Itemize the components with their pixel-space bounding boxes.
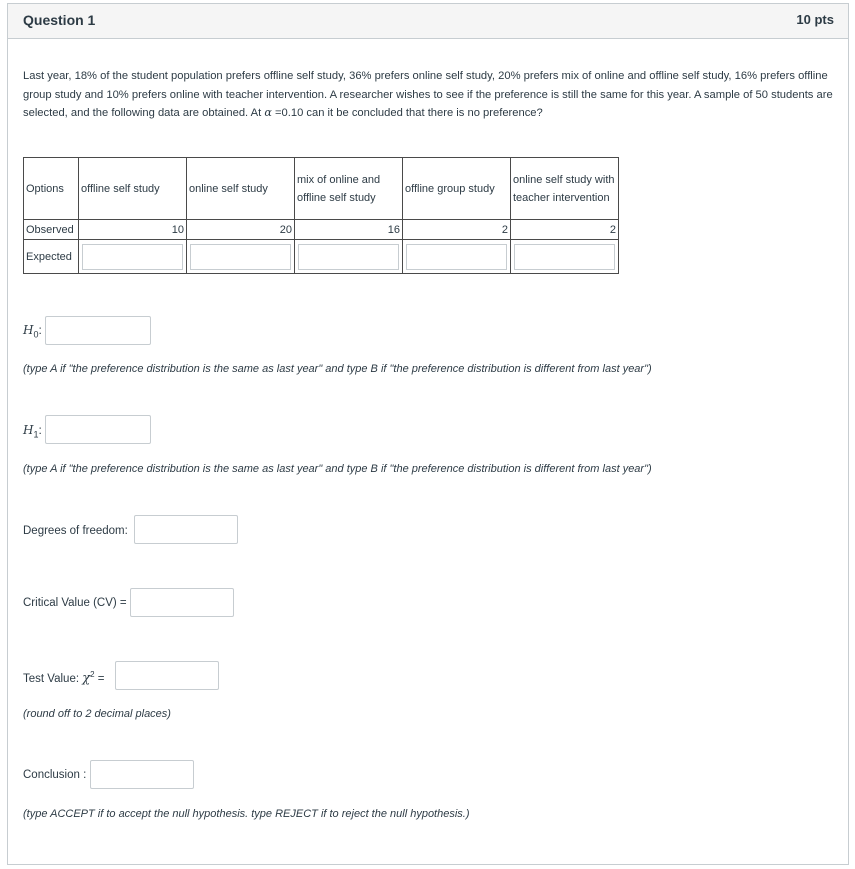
prompt-text-2: =0.10 can it be concluded that there is no preference? — [271, 107, 543, 119]
h1-note: (type A if "the preference distribution is the same as last year" and type B if "the preference distribution is different from last year") — [23, 463, 652, 475]
h1-symbol: H — [23, 423, 34, 437]
test-equals: = — [94, 672, 105, 685]
test-note: (round off to 2 decimal places) — [23, 708, 171, 720]
expected-cell — [511, 240, 619, 274]
conclusion-input[interactable] — [90, 760, 194, 789]
question-points: 10 pts — [796, 12, 834, 27]
observed-value: 16 — [295, 220, 403, 240]
expected-input[interactable] — [514, 244, 615, 270]
options-header: Options — [24, 158, 79, 220]
expected-input[interactable] — [298, 244, 399, 270]
h0-subscript: 0 — [33, 329, 39, 340]
observed-value: 20 — [187, 220, 295, 240]
option-header: mix of online and offline self study — [295, 158, 403, 220]
h0-symbol: H — [23, 323, 34, 337]
dof-input[interactable] — [134, 515, 238, 544]
option-header: online self study — [187, 158, 295, 220]
conclusion-label: Conclusion : — [23, 769, 87, 781]
observed-row — [24, 220, 619, 240]
expected-row — [24, 240, 619, 274]
question-prompt — [23, 67, 833, 123]
expected-cell — [79, 240, 187, 274]
expected-cell — [295, 240, 403, 274]
observed-value: 2 — [403, 220, 511, 240]
test-text: Test Value: — [23, 672, 83, 685]
expected-cell — [403, 240, 511, 274]
cv-label: Critical Value (CV) = — [23, 597, 127, 609]
expected-cell — [187, 240, 295, 274]
h0-colon: : — [38, 323, 42, 337]
expected-input[interactable] — [82, 244, 183, 270]
test-input[interactable] — [115, 661, 219, 690]
observed-value: 10 — [79, 220, 187, 240]
h0-input[interactable] — [45, 316, 151, 345]
observed-label: Observed — [24, 220, 79, 240]
h1-input[interactable] — [45, 415, 151, 444]
h1-colon: : — [38, 423, 42, 437]
chi-superscript: 2 — [90, 670, 95, 679]
h1-subscript: 1 — [33, 429, 39, 440]
expected-label: Expected — [24, 240, 79, 274]
option-header: offline self study — [79, 158, 187, 220]
question-header — [8, 4, 848, 39]
observed-value: 2 — [511, 220, 619, 240]
alpha-symbol: α — [264, 106, 272, 119]
test-label — [23, 670, 105, 686]
prompt-text-1: Last year, 18% of the student population prefers offline self study, 36% prefers online self study, 20% prefers mix of online and offline self study, 16% prefers offline group study and 10% prefers online with teacher intervention. A researcher wishes to see if the preference is still the same for this year. A sample of 50 students are selected, and the following data are obtained. At — [23, 70, 833, 119]
h0-note: (type A if "the preference distribution is the same as last year" and type B if "the preference distribution is different from last year") — [23, 363, 652, 375]
conclusion-note: (type ACCEPT if to accept the null hypothesis. type REJECT if to reject the null hypothesis.) — [23, 808, 470, 820]
table-header-row — [24, 158, 619, 220]
question-title: Question 1 — [23, 12, 96, 28]
option-header: online self study with teacher intervention — [511, 158, 619, 220]
data-table — [23, 157, 619, 274]
cv-input[interactable] — [130, 588, 234, 617]
h1-label — [23, 423, 42, 439]
dof-label: Degrees of freedom: — [23, 525, 128, 537]
h0-label — [23, 323, 42, 339]
expected-input[interactable] — [406, 244, 507, 270]
chi-symbol: χ — [82, 670, 91, 686]
expected-input[interactable] — [190, 244, 291, 270]
option-header: offline group study — [403, 158, 511, 220]
